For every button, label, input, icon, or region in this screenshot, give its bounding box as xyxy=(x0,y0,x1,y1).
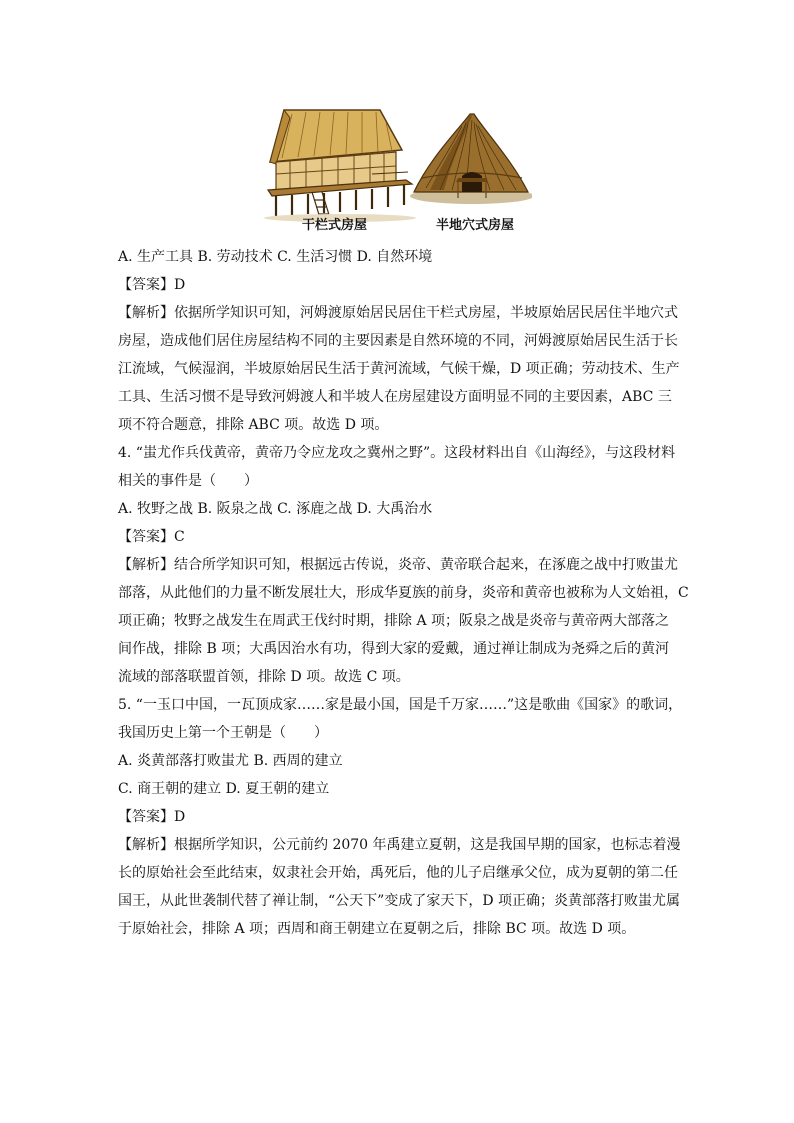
q3-analysis-line: 房屋，造成他们居住房屋结构不同的主要因素是自然环境的不同，河姆渡原始居民生活于长 xyxy=(118,333,678,349)
q4-options: A. 牧野之战 B. 阪泉之战 C. 涿鹿之战 D. 大禹治水 xyxy=(118,501,433,517)
q4-analysis-line: 流域的部落联盟首领，排除 D 项。故选 C 项。 xyxy=(118,669,410,685)
pit-house-drawing xyxy=(410,114,532,204)
q5-options-row-1: A. 炎黄部落打败蚩尤 B. 西周的建立 xyxy=(118,753,343,769)
q4-answer: 【答案】C xyxy=(118,529,185,545)
q4-question-line: 4. “蚩尤作兵伐黄帝，黄帝乃令应龙攻之冀州之野”。这段材料出自《山海经》，与这段材料 xyxy=(118,445,676,461)
q3-answer: 【答案】D xyxy=(118,277,186,293)
q3-options: A. 生产工具 B. 劳动技术 C. 生活习惯 D. 自然环境 xyxy=(118,249,433,265)
q5-answer: 【答案】D xyxy=(118,809,186,825)
stilt-house-drawing xyxy=(264,110,416,222)
q5-analysis-line: 国王，从此世袭制代替了禅让制，“公天下”变成了家天下，D 项正确；炎黄部落打败蚩尤属 xyxy=(118,893,680,909)
q5-analysis-line: 长的原始社会至此结束，奴隶社会开始，禹死后，他的儿子启继承父位，成为夏朝的第二任 xyxy=(118,865,678,881)
q5-options-row-2: C. 商王朝的建立 D. 夏王朝的建立 xyxy=(118,781,330,797)
q3-analysis-line: 江流域，气候湿润，半坡原始居民生活于黄河流域，气候干燥，D 项正确；劳动技术、生产 xyxy=(118,361,680,377)
q5-question-line: 5. “一玉口中国，一瓦顶成家……家是最小国，国是千万家……”这是歌曲《国家》的歌词， xyxy=(118,697,683,713)
q5-question-line: 我国历史上第一个王朝是（ ） xyxy=(118,725,328,741)
q5-analysis-line: 于原始社会，排除 A 项；西周和商王朝建立在夏朝之后，排除 BC 项。故选 D 项。 xyxy=(118,921,636,937)
q3-analysis-line: 项不符合题意，排除 ABC 项。故选 D 项。 xyxy=(118,417,389,433)
q3-analysis-line: 【解析】依据所学知识可知，河姆渡原始居民居住干栏式房屋，半坡原始居民居住半地穴式 xyxy=(118,305,678,321)
q4-analysis-line: 间作战，排除 B 项；大禹因治水有功，得到大家的爱戴，通过禅让制成为尧舜之后的黄河 xyxy=(118,641,670,657)
q3-analysis-line: 工具、生活习惯不是导致河姆渡人和半坡人在房屋建设方面明显不同的主要因素，ABC 三 xyxy=(118,389,672,405)
q4-analysis-line: 项正确；牧野之战发生在周武王伐纣时期，排除 A 项；阪泉之战是炎帝与黄帝两大部落之 xyxy=(118,613,670,629)
q4-analysis-line: 部落，从此他们的力量不断发展壮大，形成华夏族的前身，炎帝和黄帝也被称为人文始祖，C xyxy=(118,585,689,601)
caption-stilt-house: 干栏式房屋 xyxy=(302,218,368,233)
q5-analysis-line: 【解析】根据所学知识，公元前约 2070 年禹建立夏朝，这是我国早期的国家，也标志着漫 xyxy=(118,837,681,853)
caption-pit-house: 半地穴式房屋 xyxy=(436,218,515,233)
q4-question-line: 相关的事件是（ ） xyxy=(118,473,258,489)
q4-analysis-line: 【解析】结合所学知识可知，根据远古传说，炎帝、黄帝联合起来，在涿鹿之战中打败蚩尤 xyxy=(118,557,678,573)
document-body xyxy=(118,243,689,943)
